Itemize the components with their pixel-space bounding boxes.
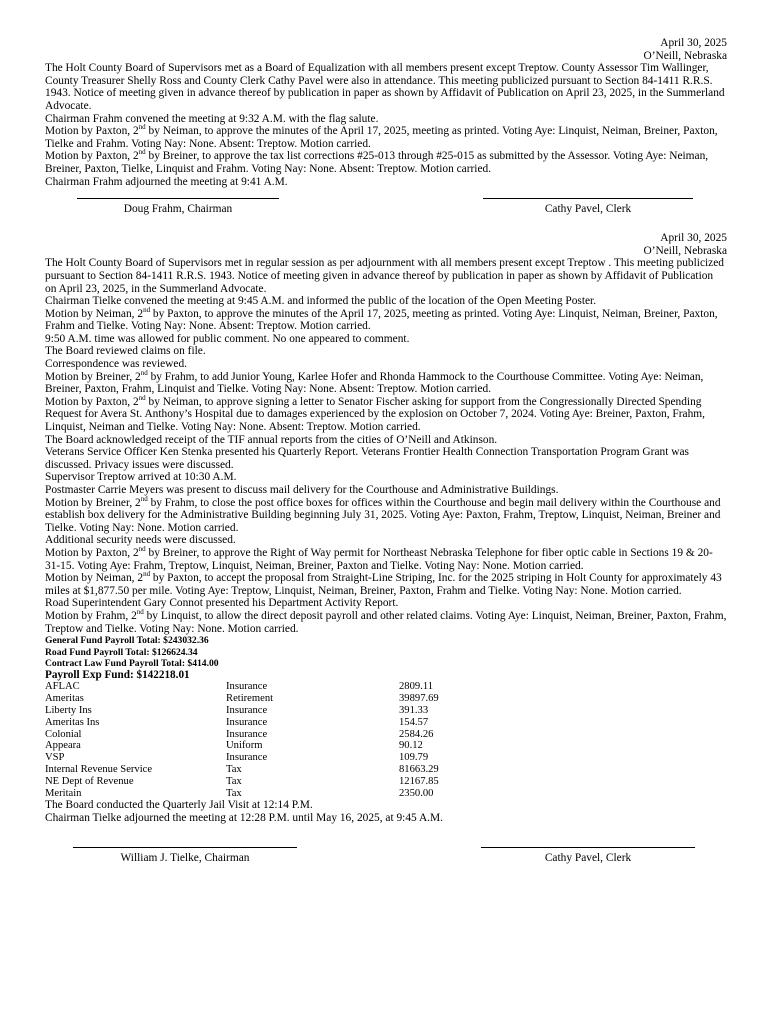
- boe-paragraph: Motion by Paxton, 2nd by Breiner, to approve the tax list corrections #25-013 through #25-015 as submitted by the Assessor. Voting Aye: Neiman, Breiner, Paxton, Tielke, Linquist and Frahm. Voting Nay: None. Absent: Treptow. Motion carried.: [45, 148, 709, 175]
- fund-total-payroll-exp: Payroll Exp Fund: $142218.01: [45, 669, 190, 682]
- type-cell: Insurance: [226, 728, 268, 740]
- type-cell: Tax: [226, 787, 242, 799]
- regular-paragraph: Motion by Paxton, 2nd by Breiner, to approve the Right of Way permit for Northeast Nebraska Telephone for fiber optic cable in Sections 19 & 20-31-15. Voting Aye: Frahm, Treptow, Linquist, Neiman, Breiner, Paxton and Tielke. Voting Nay: None. Motion carried.: [45, 545, 713, 572]
- table-row: [45, 788, 519, 800]
- amount-cell: 39897.69: [399, 693, 439, 705]
- regular-paragraph: Correspondence was reviewed.: [45, 358, 188, 371]
- regular-paragraph: Veterans Service Officer Ken Stenka presented his Quarterly Report. Veterans Frontier Health Connection Transportation Program Grant was discussed. Privacy issues were discussed.: [45, 446, 689, 471]
- type-cell: Tax: [226, 775, 242, 787]
- regular-paragraph: The Board reviewed claims on file.: [45, 345, 206, 358]
- amount-cell: 109.79: [399, 752, 429, 764]
- signature-name: William J. Tielke, Chairman: [120, 851, 250, 864]
- amount-cell: 12167.85: [399, 775, 439, 787]
- amount-cell: 2350.00: [399, 787, 434, 799]
- regular-paragraph: Motion by Breiner, 2nd by Frahm, to add Junior Young, Karlee Hofer and Rhonda Hammock to the Courthouse Committee. Voting Aye: Neiman, Breiner, Paxton, Frahm, Linquist and Tielke. Voting Nay: None. Absent: Treptow. Motion carried.: [45, 368, 704, 396]
- regular-paragraph: Motion by Breiner, 2nd by Frahm, to close the post office boxes for offices within the Courthouse and begin mail delivery within the Courthouse and establish box delivery for the Administrative Building beginning July 31, 2025. Voting Aye: Paxton, Frahm, Treptow, Linquist, Neiman, Breiner and Tielke. Voting Nay: None. Motion carried.: [45, 494, 721, 534]
- signature-line: [77, 198, 279, 199]
- fund-total-contract-law: Contract Law Fund Payroll Total: $414.00: [45, 657, 219, 669]
- fund-total-general: General Fund Payroll Total: $243032.36: [45, 635, 209, 647]
- payee-cell: Liberty Ins: [45, 704, 92, 716]
- regular-minutes: [45, 257, 727, 635]
- regular-place: O’Neill, Nebraska: [643, 244, 727, 257]
- payee-cell: VSP: [45, 752, 65, 764]
- type-cell: Retirement: [226, 693, 274, 705]
- type-cell: Tax: [226, 763, 242, 775]
- signature-line: [73, 847, 297, 848]
- type-cell: Insurance: [226, 681, 268, 693]
- boe-dateline: [45, 37, 727, 62]
- regular-paragraph: Motion by Frahm, 2nd by Linquist, to allow the direct deposit payroll and other related claims. Voting Aye: Linquist, Neiman, Breiner, Paxton, Frahm, Treptow and Tielke. Voting Nay: None. Motion carried.: [45, 608, 727, 635]
- amount-cell: 154.57: [399, 716, 429, 728]
- table-row: [45, 764, 519, 776]
- amount-cell: 81663.29: [399, 763, 439, 775]
- regular-paragraph: Motion by Neiman, 2nd by Paxton, to accept the proposal from Straight-Line Striping, Inc. for the 2025 striping in Holt County for approximately 43 miles at $1,877.50 per mile. Voting Aye: Treptow, Linquist, Neiman, Breiner, Paxton, Frahm and Tielke. Voting Nay: None. Motion carried.: [45, 570, 722, 597]
- signature-name: Cathy Pavel, Clerk: [544, 851, 632, 864]
- payee-cell: Meritain: [45, 787, 82, 799]
- fund-totals: [45, 635, 727, 681]
- adjournment-note: Chairman Tielke adjourned the meeting at 12:28 P.M. until May 16, 2025, at 9:45 A.M.: [45, 811, 444, 824]
- boe-date: April 30, 2025: [660, 37, 727, 49]
- type-cell: Insurance: [226, 716, 268, 728]
- boe-paragraph: Chairman Frahm convened the meeting at 9:32 A.M. with the flag salute.: [45, 112, 379, 125]
- regular-paragraph: Supervisor Treptow arrived at 10:30 A.M.: [45, 471, 237, 484]
- regular-paragraph: Motion by Neiman, 2nd by Paxton, to approve the minutes of the April 17, 2025, meeting as printed. Voting Aye: Linquist, Neiman, Breiner, Paxton, Frahm and Tielke. Voting Nay: None. Absent: Treptow. Motion carried.: [45, 305, 718, 333]
- amount-cell: 391.33: [399, 704, 429, 716]
- regular-paragraph: 9:50 A.M. time was allowed for public comment. No one appeared to comment.: [45, 332, 410, 345]
- payee-cell: NE Dept of Revenue: [45, 775, 134, 787]
- table-row: [45, 776, 519, 788]
- regular-paragraph: Additional security needs were discussed.: [45, 534, 236, 547]
- amount-cell: 2584.26: [399, 728, 434, 740]
- regular-paragraph: Chairman Tielke convened the meeting at 9:45 A.M. and informed the public of the location of the Open Meeting Poster.: [45, 295, 597, 308]
- table-row: [45, 752, 519, 764]
- amount-cell: 2809.11: [399, 681, 434, 693]
- regular-signature-clerk: [481, 847, 695, 864]
- regular-paragraph: Road Superintendent Gary Connot presented his Department Activity Report.: [45, 597, 399, 610]
- regular-paragraph: The Holt County Board of Supervisors met in regular session as per adjournment with all members present except Treptow . This meeting publicized pursuant to Section 84-1411 R.R.S. 1943. Notice of meeting given in advance thereof by publication in paper as shown by Affidavit of Publication on April 23, 2025, in the Summerland Advocate.: [45, 257, 724, 295]
- regular-date: April 30, 2025: [660, 232, 727, 245]
- jail-visit-note: The Board conducted the Quarterly Jail Visit at 12:14 P.M.: [45, 799, 313, 812]
- signature-name: Doug Frahm, Chairman: [123, 203, 233, 216]
- table-row: [45, 681, 519, 693]
- boe-paragraph: Chairman Frahm adjourned the meeting at 9:41 A.M.: [45, 175, 288, 188]
- boe-signatures: [45, 198, 727, 224]
- regular-signature-chairman: [73, 847, 297, 864]
- closing-notes: [45, 799, 727, 824]
- signature-line: [481, 847, 695, 848]
- boe-signature-chairman: [77, 198, 279, 215]
- signature-line: [483, 198, 693, 199]
- regular-dateline: [45, 232, 727, 257]
- regular-paragraph: Motion by Paxton, 2nd by Neiman, to approve signing a letter to Senator Fischer asking for support from the Congressionally Directed Spending Request for Avera St. Anthony’s Hospital due to damages experienced by the explosion on October 7, 2024. Voting Aye: Breiner, Paxton, Frahm, Linquist, Neiman and Tielke. Voting Nay: None. Absent: Treptow. Motion carried.: [45, 394, 705, 434]
- payee-cell: Colonial: [45, 728, 82, 740]
- minutes-page: [45, 37, 727, 873]
- amount-cell: 90.12: [399, 740, 423, 752]
- table-row: [45, 717, 519, 729]
- payroll-table: [45, 681, 519, 799]
- signature-name: Cathy Pavel, Clerk: [544, 203, 632, 216]
- boe-paragraph: Motion by Paxton, 2nd by Neiman, to approve the minutes of the April 17, 2025, meeting as printed. Voting Aye: Linquist, Neiman, Breiner, Paxton, Tielke and Frahm. Voting Nay: None. Absent: Treptow. Motion carried.: [45, 123, 718, 150]
- payee-cell: Ameritas Ins: [45, 716, 100, 728]
- table-row: [45, 740, 519, 752]
- type-cell: Uniform: [226, 740, 263, 752]
- type-cell: Insurance: [226, 752, 268, 764]
- table-row: [45, 693, 519, 705]
- boe-place: O’Neill, Nebraska: [643, 49, 727, 62]
- type-cell: Insurance: [226, 704, 268, 716]
- regular-paragraph: The Board acknowledged receipt of the TIF annual reports from the cities of O’Neill and Atkinson.: [45, 433, 498, 446]
- payee-cell: AFLAC: [45, 681, 80, 693]
- regular-signatures: [45, 847, 727, 873]
- payee-cell: Appeara: [45, 740, 81, 752]
- regular-paragraph: Postmaster Carrie Meyers was present to discuss mail delivery for the Courthouse and Administrative Buildings.: [45, 484, 559, 496]
- boe-signature-clerk: [483, 198, 693, 215]
- boe-paragraph: The Holt County Board of Supervisors met as a Board of Equalization with all members present except Treptow. County Assessor Tim Wallinger, County Treasurer Shelly Ross and County Clerk Cathy Pavel were also in attendance. This meeting publicized pursuant to Section 84-1411 R.R.S. 1943. Notice of meeting given in advance thereof by publication in paper as shown by Affidavit of Publication on April 23, 2025, in the Summerland Advocate.: [45, 62, 725, 112]
- boe-minutes: [45, 62, 727, 188]
- table-row: [45, 705, 519, 717]
- payee-cell: Internal Revenue Service: [45, 763, 153, 775]
- fund-total-road: Road Fund Payroll Total: $126624.34: [45, 646, 198, 658]
- table-row: [45, 729, 519, 741]
- payee-cell: Ameritas: [45, 693, 84, 705]
